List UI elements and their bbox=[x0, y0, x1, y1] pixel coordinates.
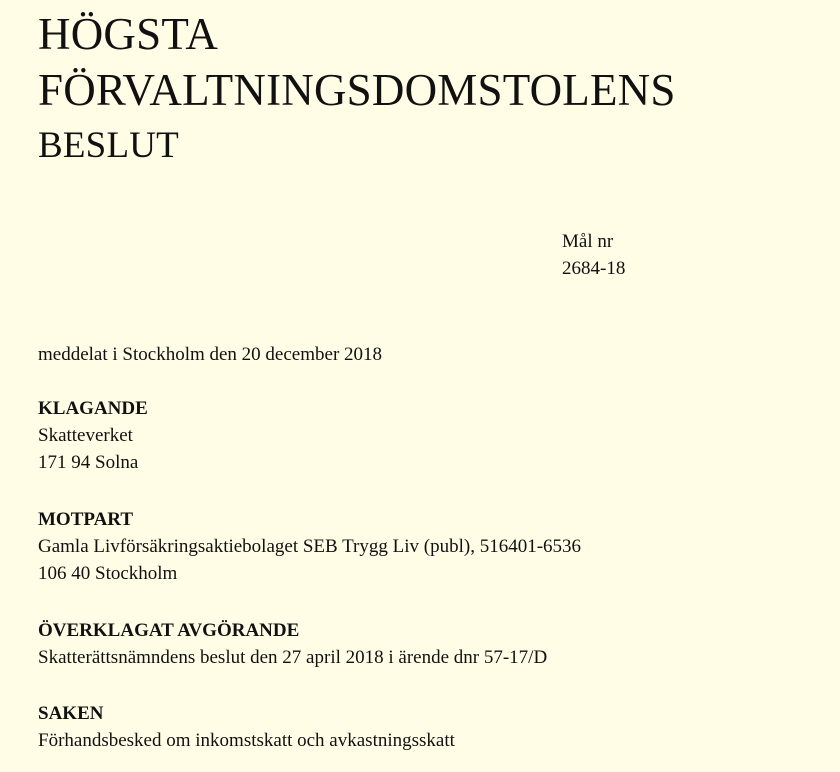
case-label: Mål nr bbox=[562, 231, 614, 252]
section-klagande bbox=[38, 395, 148, 476]
section-heading: SAKEN bbox=[38, 703, 104, 724]
section-line: Förhandsbesked om inkomstskatt och avkastningsskatt bbox=[38, 730, 455, 751]
title-line-court: HÖGSTA bbox=[38, 9, 219, 59]
announcement-line bbox=[38, 341, 382, 368]
section-line: 106 40 Stockholm bbox=[38, 563, 178, 584]
section-motpart bbox=[38, 506, 581, 587]
case-number: 2684-18 bbox=[562, 258, 626, 279]
section-line: Gamla Livförsäkringsaktiebolaget SEB Trygg Liv (publ), 516401-6536 bbox=[38, 536, 582, 557]
section-line: Skatterättsnämndens beslut den 27 april 2018 i ärende dnr 57-17/D bbox=[38, 647, 548, 668]
document-title bbox=[38, 6, 676, 170]
case-number-block bbox=[562, 228, 625, 282]
section-heading: KLAGANDE bbox=[38, 398, 148, 419]
section-line: Skatteverket bbox=[38, 425, 133, 446]
section-line: 171 94 Solna bbox=[38, 452, 139, 473]
section-saken bbox=[38, 700, 455, 754]
section-heading: ÖVERKLAGAT AVGÖRANDE bbox=[38, 620, 300, 641]
announcement-text: meddelat i Stockholm den 20 december 2018 bbox=[38, 344, 383, 365]
title-line-decision: BESLUT bbox=[38, 125, 179, 166]
title-line-court-name: FÖRVALTNINGSDOMSTOLENS bbox=[38, 65, 676, 115]
section-heading: MOTPART bbox=[38, 509, 134, 530]
section-overklagat-avgorande bbox=[38, 617, 547, 671]
